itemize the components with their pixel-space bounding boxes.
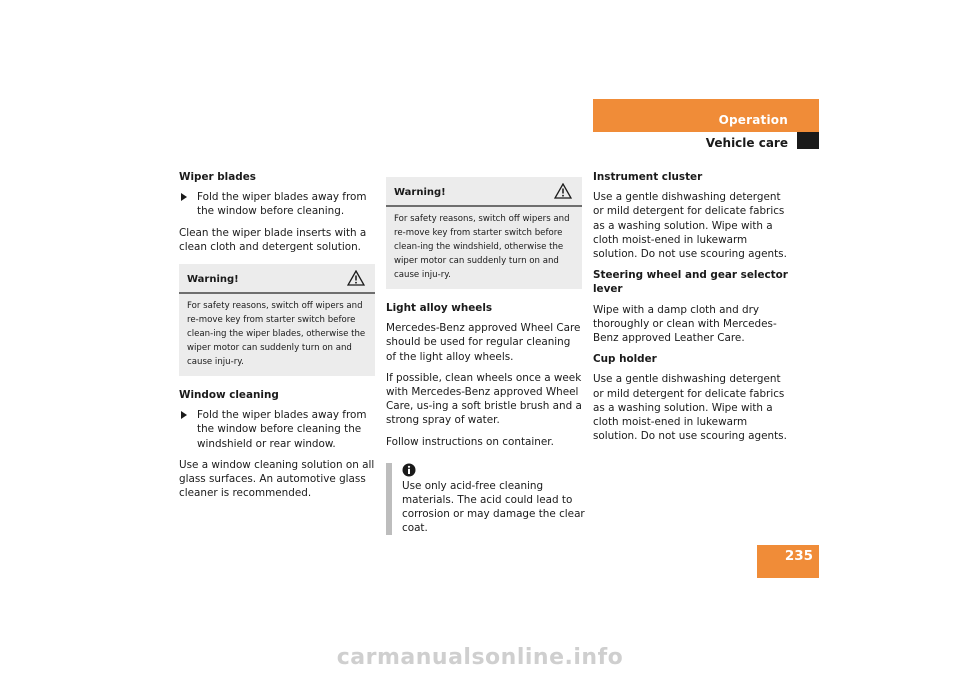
alloy-paragraph-3: Follow instructions on container. <box>386 435 554 448</box>
warning-title: Warning! <box>187 274 239 286</box>
warning-box-windshield <box>386 177 582 289</box>
wiper-bullet-item <box>179 190 375 218</box>
window-text: Use a window cleaning solution on all glass surfaces. An automotive glass cleaner is recommended. <box>179 458 375 500</box>
warning-triangle-icon <box>347 270 365 286</box>
warning-triangle-icon <box>554 183 572 199</box>
triangle-bullet-icon <box>181 411 187 419</box>
instrument-cluster-heading: Instrument cluster <box>593 171 703 183</box>
cup-holder-text: Use a gentle dishwashing detergent or mild detergent for delicate fabrics as a washing solution. Wipe with a cloth moist-ened in lukewarm solution. Do not use scouring agents. <box>593 373 787 443</box>
note-text: Use only acid-free cleaning materials. The acid could lead to corrosion or may damage the clear coat. <box>402 479 585 534</box>
cup-holder-heading: Cup holder <box>593 353 657 366</box>
window-bullet-item <box>179 408 375 451</box>
section-header-tab <box>593 99 819 132</box>
warning-title: Warning! <box>394 187 446 198</box>
window-cleaning-heading: Window cleaning <box>179 389 279 402</box>
steering-wheel-text: Wipe with a damp cloth and dry thoroughly or clean with Mercedes-Benz approved Leather Care. <box>593 303 777 345</box>
window-bullet-text: Fold the wiper blades away from the window before cleaning the windshield or rear window. <box>197 409 367 450</box>
steering-wheel-heading: Steering wheel and gear selector lever <box>593 269 788 296</box>
subsection-title: Vehicle care <box>705 136 788 150</box>
triangle-bullet-icon <box>181 193 187 201</box>
alloy-paragraph-1: Mercedes-Benz approved Wheel Care should be used for regular cleaning of the light alloy wheels. <box>386 322 581 363</box>
warning-header <box>386 177 582 207</box>
info-icon <box>402 463 416 477</box>
page-number: 235 <box>784 548 813 564</box>
section-title: Operation <box>718 113 788 127</box>
wiper-text: Clean the wiper blade inserts with a clean cloth and detergent solution. <box>179 226 367 253</box>
light-alloy-wheels-heading: Light alloy wheels <box>386 302 493 314</box>
wiper-bullet-text: Fold the wiper blades away from the window before cleaning. <box>197 191 367 218</box>
wiper-blades-heading: Wiper blades <box>179 171 256 183</box>
watermark: carmanualsonline.info <box>336 645 624 670</box>
instrument-cluster-text: Use a gentle dishwashing detergent or mild detergent for delicate fabrics as a washing solution. Wipe with a cloth moist-ened in lukewarm solution. Do not use scouring agents. <box>593 191 787 261</box>
warning-box-wipers <box>179 264 375 376</box>
warning-text: For safety reasons, switch off wipers and re-move key from starter switch before clean-ing the windshield, otherwise the wiper motor can suddenly turn on and cause inju-ry. <box>394 214 570 280</box>
alloy-paragraph-2: If possible, clean wheels once a week with Mercedes-Benz approved Wheel Care, us-ing a soft bristle brush and a strong spray of water. <box>386 371 582 427</box>
note-box <box>386 463 596 535</box>
warning-text: For safety reasons, switch off wipers and re-move key from starter switch before clean-ing the wiper blades, otherwise the wiper motor can suddenly turn on and cause inju-ry. <box>187 301 366 368</box>
column-1 <box>179 170 375 507</box>
column-2 <box>386 167 585 535</box>
column-3 <box>593 170 789 450</box>
header-marker <box>797 132 819 149</box>
page-number-tab <box>757 545 819 578</box>
warning-header <box>179 264 375 294</box>
